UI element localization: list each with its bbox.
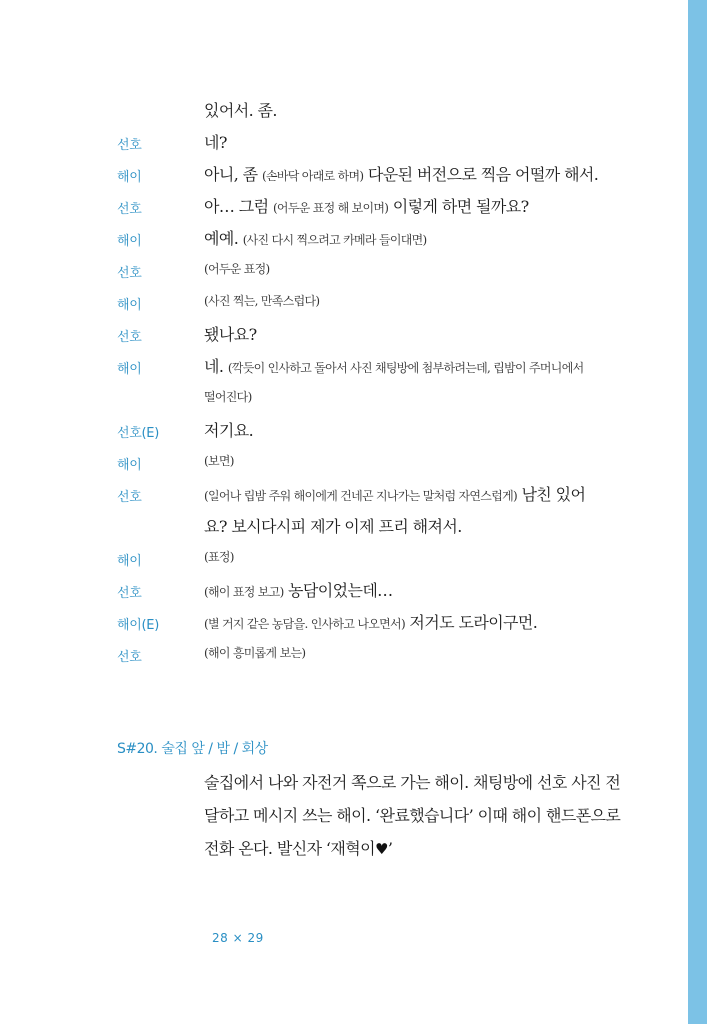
dialogue-text — [204, 386, 644, 405]
stage-direction: (어두운 표정) — [204, 262, 270, 276]
spoken-line: 네? — [204, 133, 227, 152]
speaker-name: 해이 — [117, 362, 142, 377]
action-text: 전화 온다. 발신자 ‘재혁이 — [204, 839, 375, 858]
closing-quote: ’ — [387, 839, 393, 858]
stage-direction: (일어나 립밤 주워 해이에게 건네곤 지나가는 말처럼 자연스럽게) — [204, 489, 517, 503]
dialogue-text — [204, 610, 644, 633]
spoken-line: 저기요. — [204, 421, 254, 440]
speaker-name: 선호 — [117, 650, 142, 665]
dialogue-text — [204, 354, 644, 377]
dialogue-text — [204, 642, 644, 661]
spoken-line: 이렇게 하면 될까요? — [388, 197, 529, 216]
spoken-line: 농담이었는데… — [283, 581, 393, 600]
dialogue-text — [204, 98, 644, 121]
stage-direction: (해이 흥미롭게 보는) — [204, 646, 306, 660]
dialogue-text — [204, 546, 644, 565]
dialogue-text — [204, 226, 644, 249]
spoken-line: 예예. — [204, 229, 243, 248]
stage-direction: (사진 다시 찍으려고 카메라 들이대면) — [242, 233, 427, 247]
speaker-name: 선호(E) — [117, 426, 159, 441]
spoken-line: 다운된 버전으로 찍음 어떨까 해서. — [363, 165, 599, 184]
stage-direction: (별 거지 같은 농담을. 인사하고 나오면서) — [204, 617, 405, 631]
stage-direction: (보면) — [204, 454, 234, 468]
stage-direction: (손바닥 아래로 하며) — [262, 169, 364, 183]
dialogue-text — [204, 194, 644, 217]
spoken-line: 아… 그럼 — [204, 197, 273, 216]
speaker-name: 선호 — [117, 202, 142, 217]
spoken-line: 됐나요? — [204, 325, 257, 344]
stage-direction: (깍듯이 인사하고 돌아서 사진 채팅방에 첨부하려는데, 립밤이 주머니에서 — [227, 361, 584, 375]
stage-direction: (표정) — [204, 550, 234, 564]
stage-direction: (어두운 표정 해 보이며) — [272, 201, 389, 215]
stage-direction: (사진 찍는, 만족스럽다) — [204, 294, 320, 308]
dialogue-text — [204, 162, 644, 185]
speaker-name: 선호 — [117, 266, 142, 281]
scene-heading: S#20. 술집 앞 / 밤 / 회상 — [117, 741, 268, 757]
speaker-name: 선호 — [117, 330, 142, 345]
heart-icon: ♥ — [375, 840, 388, 858]
page-number: 28 × 29 — [212, 931, 264, 945]
action-line-last — [204, 836, 644, 859]
dialogue-text — [204, 450, 644, 469]
spoken-line: 있어서. 좀. — [204, 101, 277, 120]
speaker-name: 해이 — [117, 554, 142, 569]
dialogue-text — [204, 322, 644, 345]
speaker-name: 해이(E) — [117, 618, 159, 633]
action-line: 달하고 메시지 쓰는 해이. ‘완료했습니다’ 이때 해이 핸드폰으로 — [204, 806, 621, 825]
speaker-name: 해이 — [117, 170, 142, 185]
action-line: 술집에서 나와 자전거 쪽으로 가는 해이. 채팅방에 선호 사진 전 — [204, 773, 621, 792]
speaker-name: 선호 — [117, 490, 142, 505]
speaker-name: 선호 — [117, 138, 142, 153]
page-edge-strip — [688, 0, 707, 1024]
dialogue-text — [204, 482, 644, 505]
dialogue-text — [204, 514, 644, 537]
spoken-line: 네. — [204, 357, 228, 376]
dialogue-text — [204, 258, 644, 277]
speaker-name: 선호 — [117, 586, 142, 601]
dialogue-text — [204, 418, 644, 441]
speaker-name: 해이 — [117, 234, 142, 249]
stage-direction: (해이 표정 보고) — [204, 585, 284, 599]
spoken-line: 아니, 좀 — [204, 165, 263, 184]
spoken-line: 저거도 도라이구먼. — [404, 613, 538, 632]
dialogue-text — [204, 578, 644, 601]
dialogue-text — [204, 290, 644, 309]
spoken-line: 남친 있어 — [516, 485, 586, 504]
spoken-line: 요? 보시다시피 제가 이제 프리 해져서. — [204, 517, 462, 536]
dialogue-text — [204, 130, 644, 153]
speaker-name: 해이 — [117, 298, 142, 313]
speaker-name: 해이 — [117, 458, 142, 473]
stage-direction: 떨어진다) — [204, 390, 252, 404]
